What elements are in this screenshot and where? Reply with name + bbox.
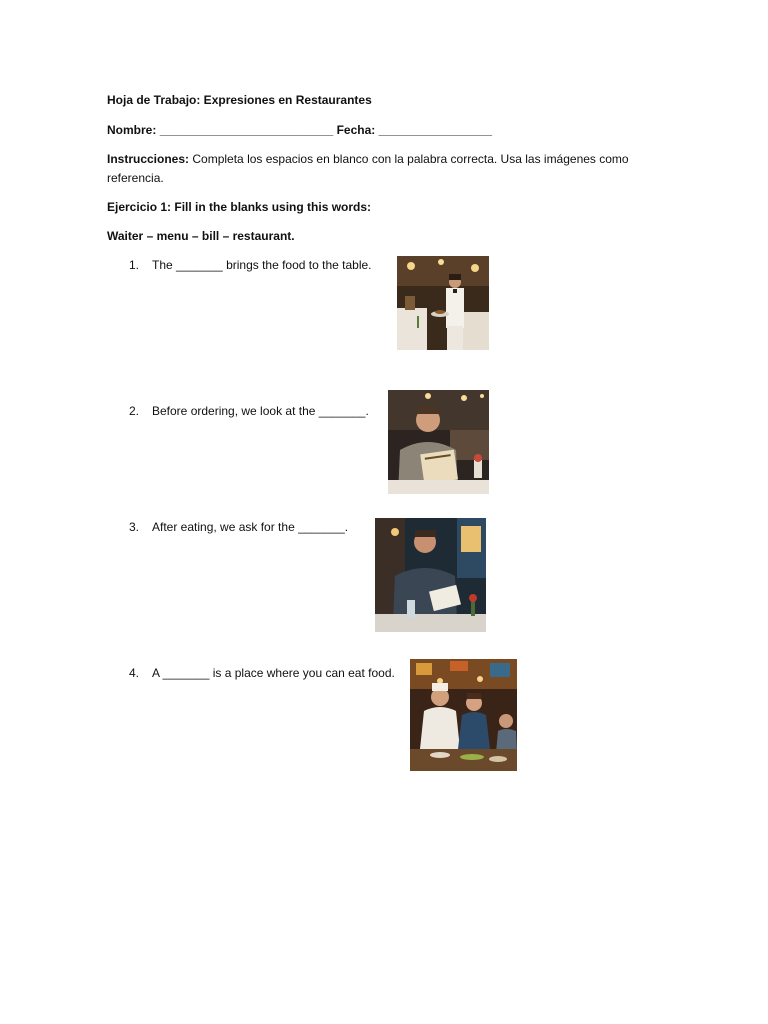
waiter-serving-photo <box>397 256 489 350</box>
name-blank: __________________________ <box>159 123 334 137</box>
word-bank: Waiter – menu – bill – restaurant. <box>107 229 295 243</box>
man-reading-bill-photo <box>375 518 486 632</box>
item-text: After eating, we ask for the _______. <box>152 520 349 534</box>
name-label: Nombre: <box>107 123 157 137</box>
name-date-line <box>107 121 492 139</box>
restaurant-kitchen-photo <box>410 659 517 771</box>
date-blank: _________________ <box>378 123 493 137</box>
item-number: 3. <box>129 520 140 534</box>
instructions-text: Completa los espacios en blanco con la palabra correcta. Usa las imágenes como referencia. <box>107 152 629 185</box>
instructions <box>107 150 667 187</box>
item-text: A _______ is a place where you can eat food. <box>152 666 395 680</box>
item-text: The _______ brings the food to the table. <box>152 258 372 272</box>
man-reading-menu-photo <box>388 390 489 494</box>
instructions-label: Instrucciones: <box>107 152 190 166</box>
item-number: 1. <box>129 258 140 272</box>
item-number: 2. <box>129 404 140 418</box>
exercise-title: Ejercicio 1: Fill in the blanks using this words: <box>107 200 372 214</box>
date-label: Fecha: <box>336 123 376 137</box>
worksheet-title: Hoja de Trabajo: Expresiones en Restaurantes <box>107 93 372 107</box>
item-number: 4. <box>129 666 140 680</box>
item-text: Before ordering, we look at the _______. <box>152 404 369 418</box>
